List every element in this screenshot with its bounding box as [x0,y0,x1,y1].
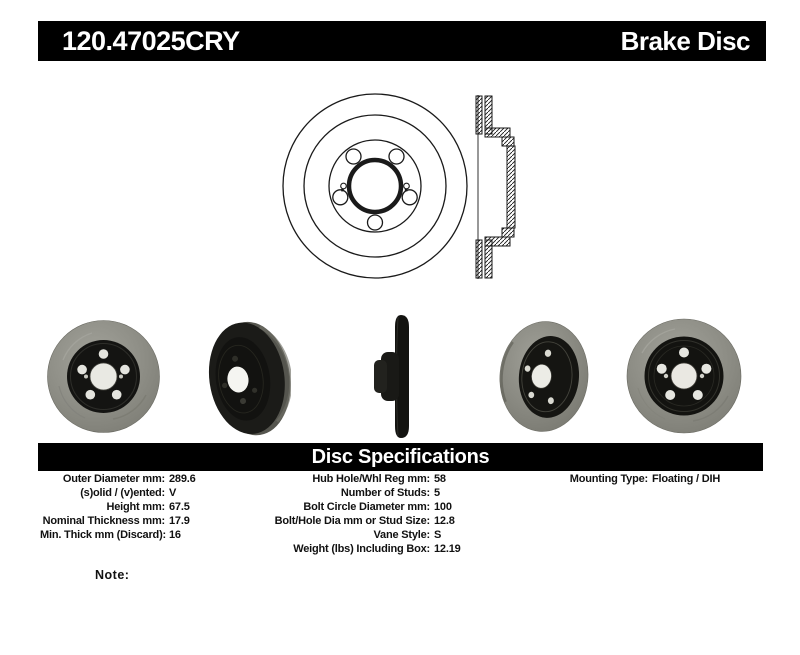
spec-row-mounting-type [545,472,780,486]
spec-value: V [169,487,177,499]
spec-label: Mounting Type: [569,473,648,485]
spec-value: 289.6 [169,473,196,485]
spec-row-outer-diameter [40,472,270,486]
spec-label: Bolt/Hole Dia mm or Stud Size: [274,515,430,527]
spec-value: S [434,529,442,541]
spec-row-weight [245,542,535,556]
note-label: Note: [95,568,130,582]
rotor-photo-front-view-large [625,318,743,434]
spec-row-height [40,500,270,514]
spec-label: Hub Hole/Whl Reg mm: [312,473,430,485]
section-title-bar [38,443,763,471]
header-bar [38,21,766,61]
spec-label: Height mm: [106,501,165,513]
section-title: Disc Specifications [311,446,490,468]
spec-label: Nominal Thickness mm: [42,515,165,527]
spec-row-nominal-thickness [40,514,270,528]
spec-label: Number of Studs: [340,487,430,499]
spec-label: Bolt Circle Diameter mm: [303,501,430,513]
spec-label: (s)olid / (v)ented: [80,487,165,499]
spec-value: 16 [169,529,181,541]
spec-value: 58 [434,473,446,485]
rotor-photo-profile-view [370,313,417,440]
spec-value: 100 [434,501,452,513]
front-view-technical-drawing [280,91,470,281]
spec-value: 17.9 [169,515,190,527]
spec-row-solid-vented [40,486,270,500]
spec-column-mounting [545,472,780,486]
spec-row-number-of-studs [245,486,535,500]
rotor-photo-front-angle-view [498,320,590,433]
spec-row-hub-hole [245,472,535,486]
spec-value: 67.5 [169,501,190,513]
rotor-photo-rear-angle-view [207,319,291,438]
spec-row-bolt-hole-dia [245,514,535,528]
spec-value: Floating / DIH [652,473,721,485]
spec-value: 5 [434,487,440,499]
spec-column-dimensions [40,472,270,542]
spec-column-hub-studs [245,472,535,556]
part-number: 120.47025CRY [62,25,240,56]
spec-value: 12.19 [434,543,461,555]
spec-row-bolt-circle [245,500,535,514]
rotor-photo-front-view [47,320,160,433]
spec-row-min-thickness [40,528,270,542]
product-type-title: Brake Disc [620,25,750,56]
spec-row-vane-style [245,528,535,542]
spec-label: Min. Thick mm (Discard): [40,529,166,541]
spec-label: Vane Style: [373,529,430,541]
spec-value: 12.8 [434,515,455,527]
spec-label: Weight (lbs) Including Box: [293,543,430,555]
cross-section-technical-drawing [468,92,524,282]
spec-label: Outer Diameter mm: [62,473,165,485]
